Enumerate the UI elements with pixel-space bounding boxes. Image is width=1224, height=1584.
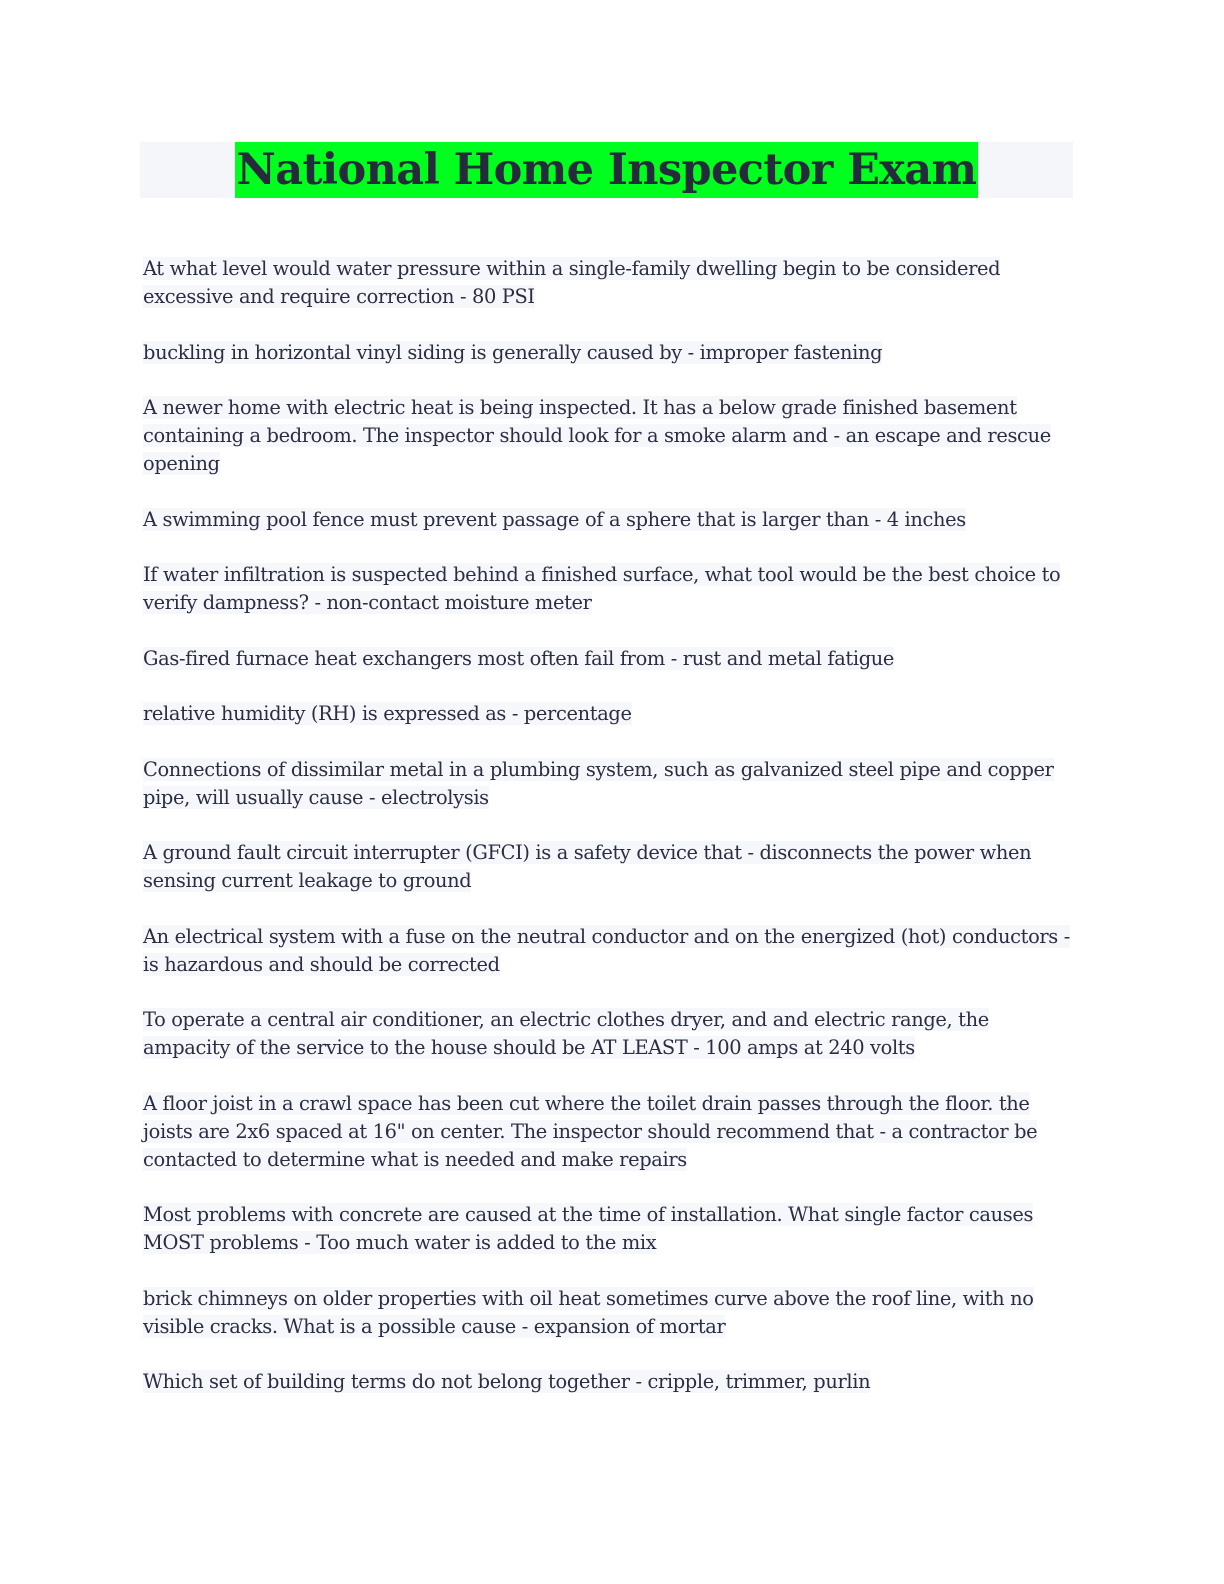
question-item [143,700,1078,728]
question-text: buckling in horizontal vinyl siding is generally caused by - improper fastening [143,340,883,364]
question-text: A swimming pool fence must prevent passage of a sphere that is larger than - 4 inches [143,507,966,531]
question-list [143,255,1078,1424]
question-item [143,394,1078,478]
question-item [143,1285,1078,1341]
question-item [143,923,1078,979]
question-item [143,1368,1078,1396]
question-item [143,645,1078,673]
document-title: National Home Inspector Exam [235,142,979,198]
question-text: At what level would water pressure within a single-family dwelling begin to be considered excessive and require correction - 80 PSI [143,257,1001,308]
question-text: A floor joist in a crawl space has been cut where the toilet drain passes through the floor. the joists are 2x6 spaced at 16" on center. The inspector should recommend that - a contractor be contacted to determine what is needed and make repairs [143,1091,1038,1171]
question-item [143,1006,1078,1062]
question-text: Gas-fired furnace heat exchangers most often fail from - rust and metal fatigue [143,646,895,670]
question-item [143,839,1078,895]
question-text: An electrical system with a fuse on the neutral conductor and on the energized (hot) conductors - is hazardous and should be corrected [143,924,1070,976]
question-item [143,1090,1078,1174]
question-text: A newer home with electric heat is being inspected. It has a below grade finished basement containing a bedroom. The inspector should look for a smoke alarm and - an escape and rescue opening [143,396,1051,475]
question-item [143,255,1078,311]
question-item [143,756,1078,812]
question-text: If water infiltration is suspected behind a finished surface, what tool would be the best choice to verify dampness? - non-contact moisture meter [143,563,1061,614]
question-item [143,1201,1078,1257]
question-item [143,339,1078,367]
question-item [143,506,1078,534]
question-text: To operate a central air conditioner, an electric clothes dryer, and and electric range, the ampacity of the service to the house should be AT LEAST - 100 amps at 240 volts [143,1008,989,1059]
question-text: brick chimneys on older properties with oil heat sometimes curve above the roof line, with no visible cracks. What is a possible cause - expansion of mortar [143,1286,1034,1338]
question-item [143,561,1078,617]
title-band [140,142,1073,198]
question-text: Which set of building terms do not belong together - cripple, trimmer, purlin [143,1370,871,1393]
question-text: Connections of dissimilar metal in a plumbing system, such as galvanized steel pipe and copper pipe, will usually cause - electrolysis [143,757,1054,809]
question-text: Most problems with concrete are caused at the time of installation. What single factor causes MOST problems - Too much water is added to the mix [143,1203,1034,1254]
question-text: relative humidity (RH) is expressed as - percentage [143,702,632,725]
question-text: A ground fault circuit interrupter (GFCI) is a safety device that - disconnects the power when sensing current leakage to ground [143,841,1032,892]
